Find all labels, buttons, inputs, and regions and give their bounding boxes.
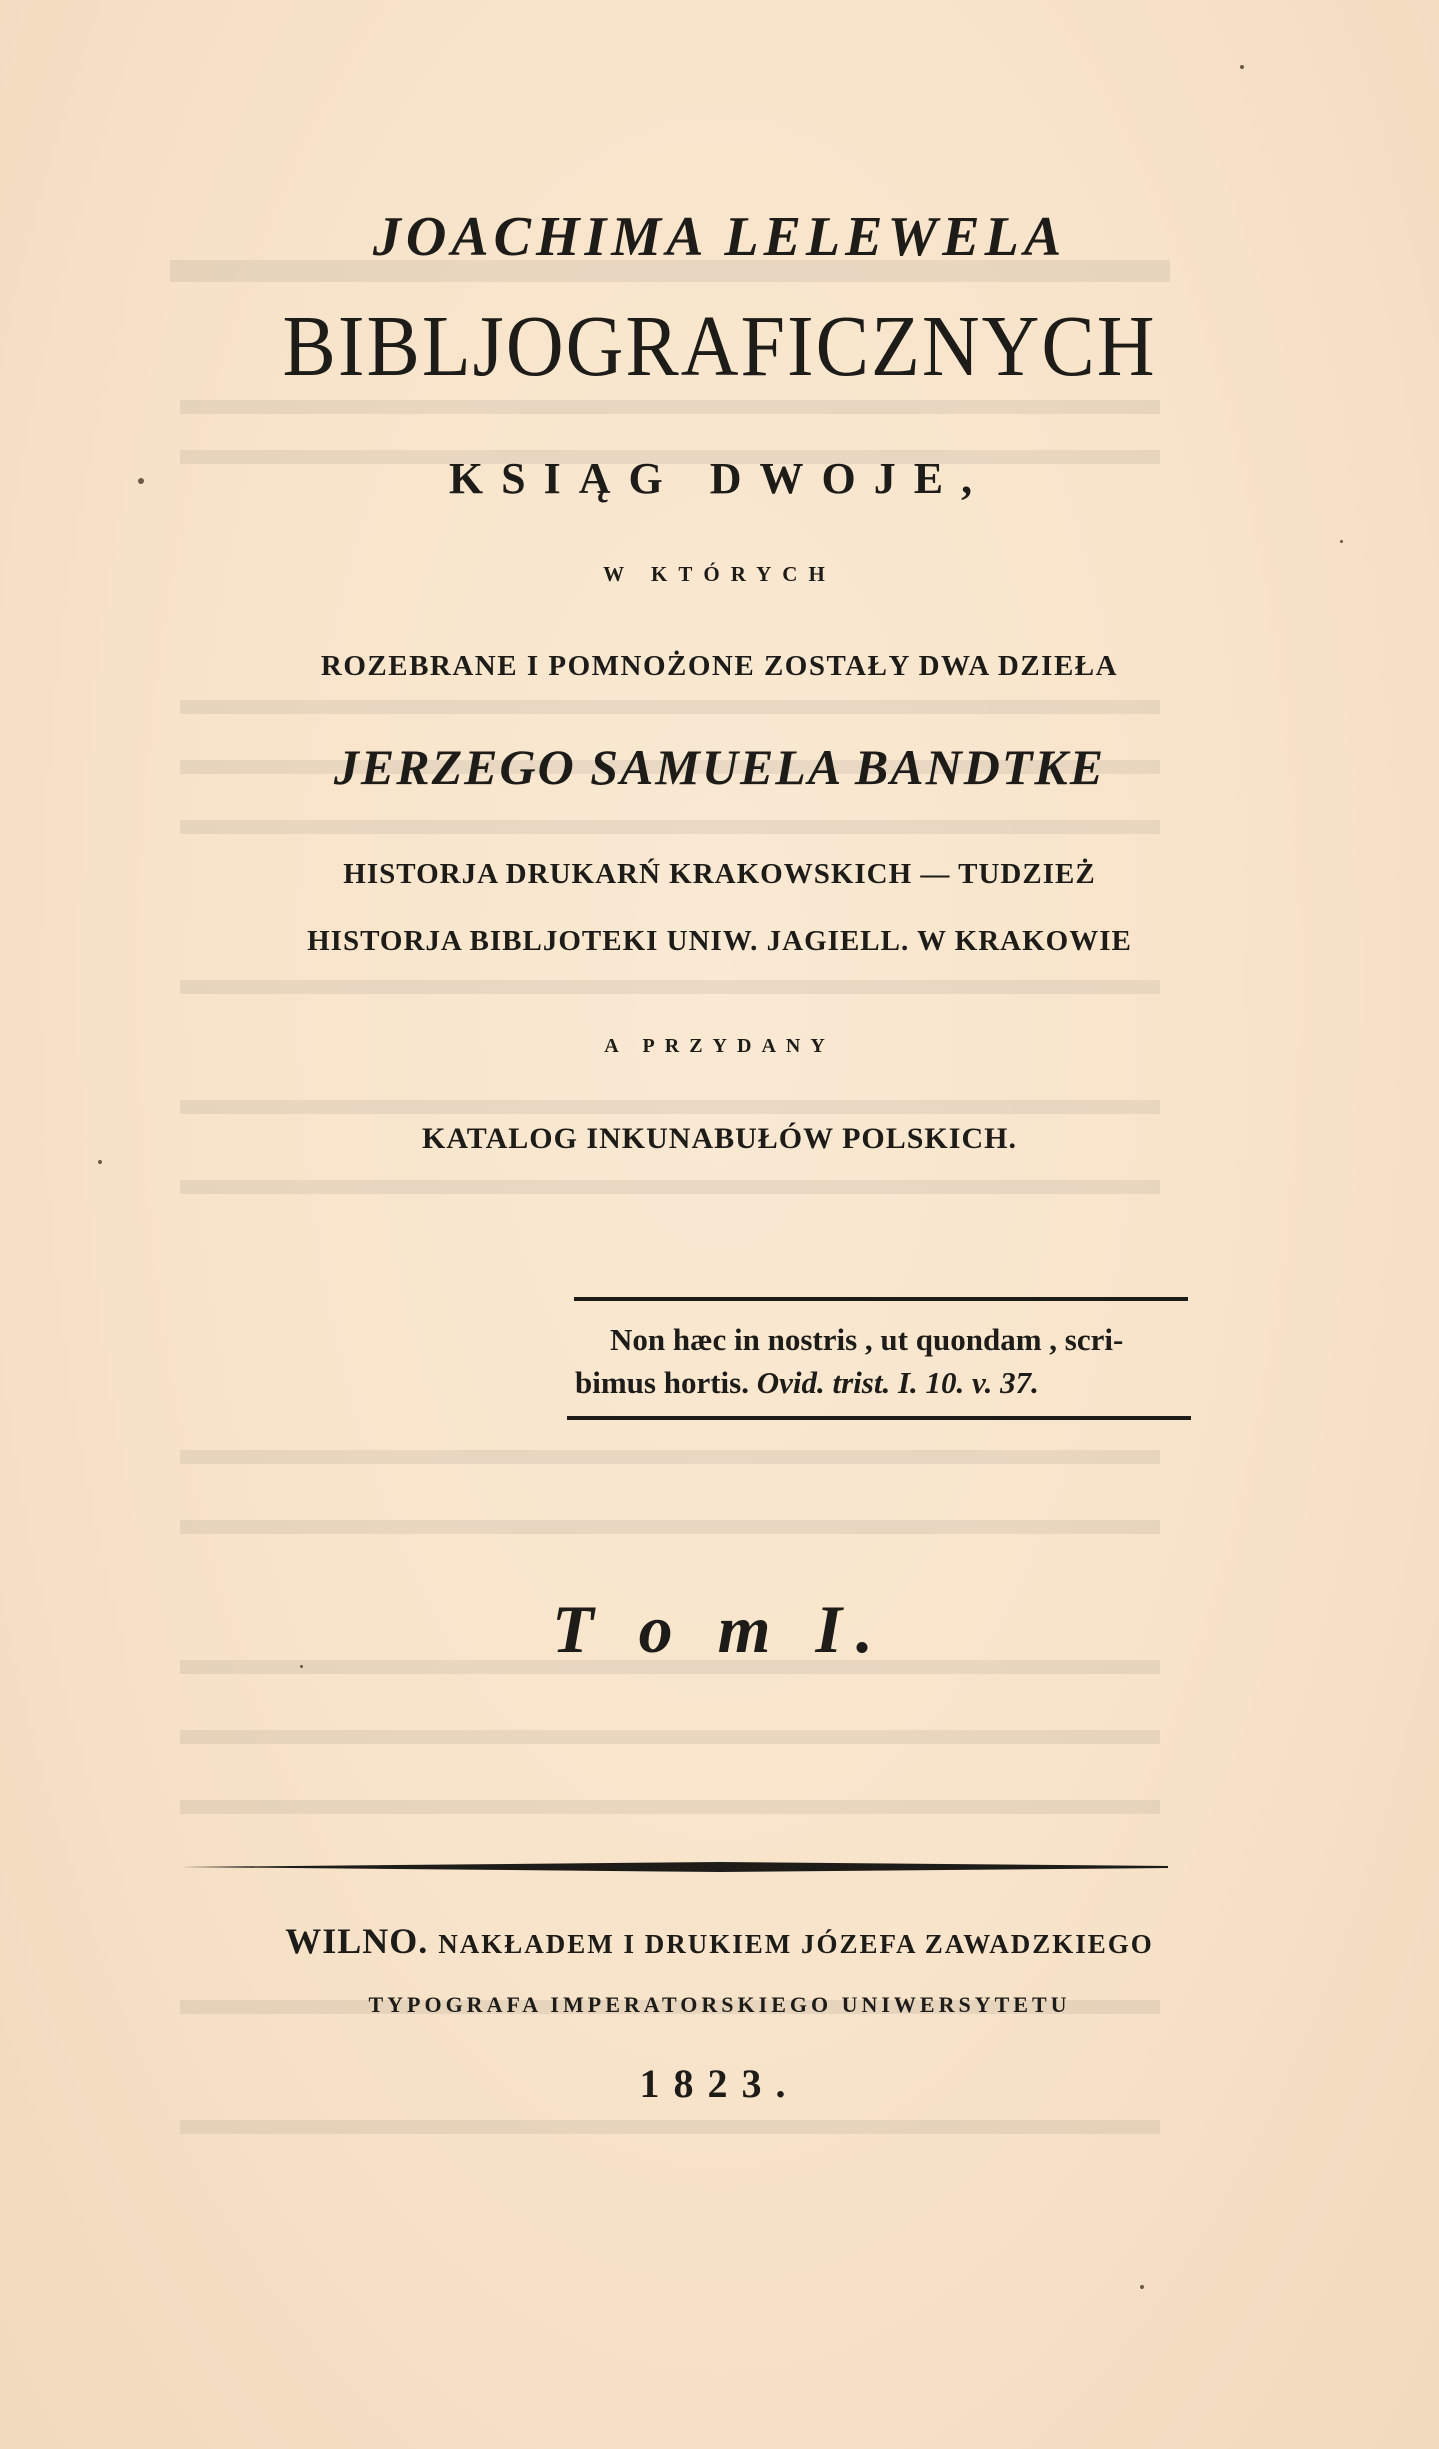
epigraph-citation: Ovid. trist. I. 10. v. 37. — [756, 1365, 1039, 1400]
second-author-name: JERZEGO SAMUELA BANDTKE — [333, 739, 1106, 795]
publication-year: 1823. — [639, 2061, 800, 2106]
paper-speck — [1240, 65, 1244, 69]
paper-speck — [98, 1160, 102, 1164]
imprint-divider-rule — [0, 1857, 1439, 1877]
work-title-1: HISTORJA DRUKARŃ KRAKOWSKICH — TUDZIEŻ — [343, 858, 1096, 890]
paper-speck — [300, 1665, 303, 1668]
epigraph-line-2 — [575, 1365, 1175, 1401]
paper-speck — [1340, 540, 1343, 543]
imprint-line — [0, 1920, 1439, 1962]
epigraph-bottom-rule — [567, 1416, 1191, 1420]
work-title-2: HISTORJA BIBLJOTEKI UNIW. JAGIELL. W KRAKOWIE — [307, 925, 1132, 957]
catalog-title: KATALOG INKUNABUŁÓW POLSKICH. — [422, 1122, 1017, 1155]
printer-line: TYPOGRAFA IMPERATORSKIEGO UNIWERSYTETU — [368, 1992, 1071, 2017]
paper-speck — [1140, 2285, 1144, 2289]
analyzed-works-line: ROZEBRANE I POMNOŻONE ZOSTAŁY DWA DZIEŁA — [320, 650, 1119, 682]
imprint-city: WILNO. — [285, 1921, 429, 1961]
paper-speck — [138, 478, 144, 484]
author-name: JOACHIMA LELEWELA — [372, 206, 1067, 268]
epigraph-text: bimus hortis. — [575, 1365, 749, 1400]
appended-line: A PRZYDANY — [604, 1035, 835, 1057]
volume-number: T o m I. — [552, 1591, 887, 1667]
imprint-publisher: NAKŁADEM I DRUKIEM JÓZEFA ZAWADZKIEGO — [438, 1929, 1154, 1959]
book-subtitle: KSIĄG DWOJE, — [448, 454, 991, 503]
in-which-line: W KTÓRYCH — [603, 562, 836, 586]
book-title: BIBLJOGRAFICZNYCH — [282, 299, 1157, 395]
epigraph-line-1: Non hæc in nostris , ut quondam , scri- — [610, 1322, 1124, 1357]
epigraph-top-rule — [574, 1297, 1188, 1301]
